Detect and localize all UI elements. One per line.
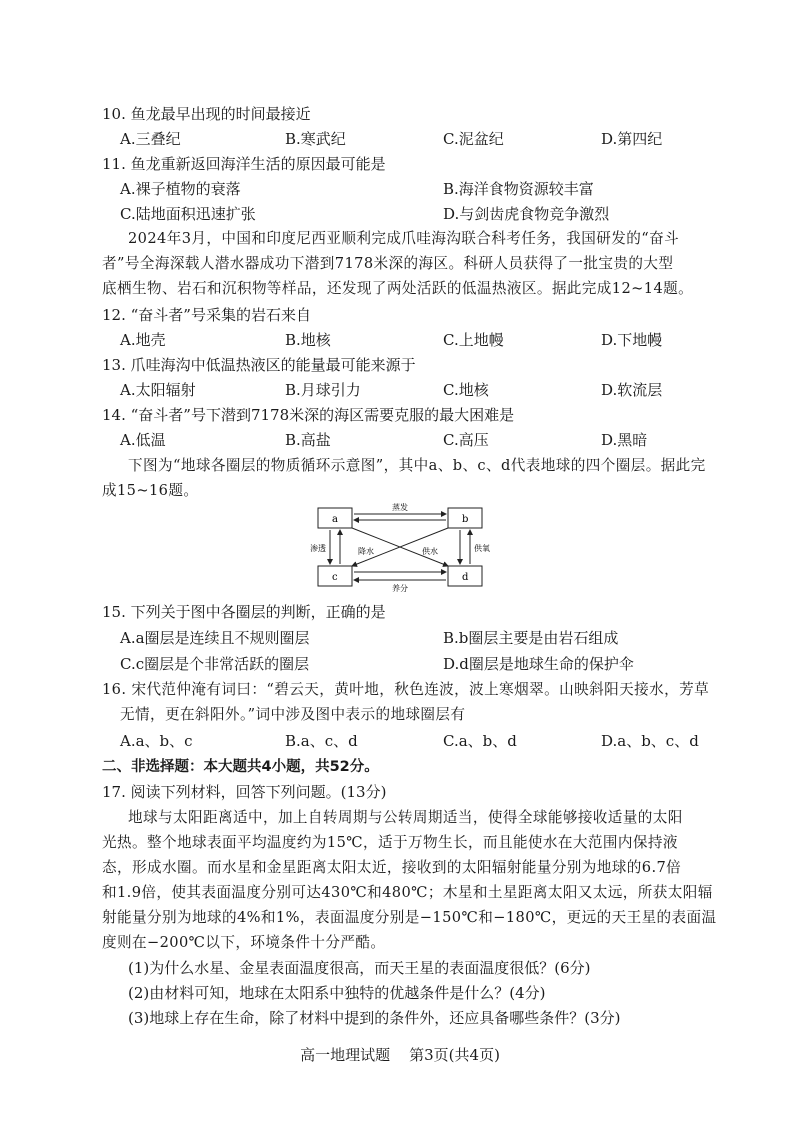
- q15-option-c: C.c圈层是个非常活跃的圈层: [120, 655, 310, 673]
- q14-option-b: B.高盐: [285, 431, 331, 449]
- q13-option-d: D.软流层: [601, 381, 663, 399]
- q15-option-d: D.d圈层是地球生命的保护伞: [443, 655, 634, 673]
- q12-option-a: A.地壳: [120, 331, 166, 349]
- label-top: 蒸发: [392, 503, 408, 512]
- passage1-line-1: 2024年3月，中国和印度尼西亚顺利完成爪哇海沟联合科考任务，我国研发的“奋斗: [128, 230, 680, 247]
- passage2-line-2: 成15~16题。: [102, 482, 199, 499]
- q17-material-line-1: 地球与太阳距离适中，加上自转周期与公转周期适当，使得全球能够接收适量的太阳: [128, 809, 683, 826]
- q12-stem: 12. “奋斗者”号采集的岩石来自: [102, 306, 311, 324]
- q17-material-line-6: 度则在−200℃以下，环境条件十分严酷。: [102, 934, 386, 951]
- q11-option-c: C.陆地面积迅速扩张: [120, 205, 256, 223]
- q17-material-line-3: 态，形成水圈。而水星和金星距离太阳太近，接收到的太阳辐射能量分别为地球的6.7倍: [102, 859, 682, 876]
- q10-option-c: C.泥盆纪: [443, 130, 504, 148]
- q14-stem: 14. “奋斗者”号下潜到7178米深的海区需要克服的最大困难是: [102, 406, 515, 424]
- q17-material-line-4: 和1.9倍，使其表面温度分别可达430℃和480℃；木星和土星距离太阳又太远，所获太阳辐: [102, 884, 713, 901]
- q13-option-c: C.地核: [443, 381, 489, 399]
- sphere-cycle-diagram: [312, 500, 492, 592]
- q13-option-a: A.太阳辐射: [120, 381, 196, 399]
- q12-option-b: B.地核: [285, 331, 331, 349]
- label-right: 供氧: [474, 544, 490, 553]
- node-c-label: c: [332, 572, 338, 583]
- q15-option-a: A.a圈层是连续且不规则圈层: [120, 629, 310, 647]
- node-d-label: d: [462, 572, 469, 583]
- q14-option-d: D.黑暗: [601, 431, 648, 449]
- q13-stem: 13. 爪哇海沟中低温热液区的能量最可能来源于: [102, 356, 416, 374]
- q14-option-a: A.低温: [120, 431, 166, 449]
- q11-option-d: D.与剑齿虎食物竞争激烈: [443, 205, 610, 223]
- q11-option-b: B.海洋食物资源较丰富: [443, 180, 594, 198]
- q16-option-d: D.a、b、c、d: [601, 732, 699, 750]
- q14-option-c: C.高压: [443, 431, 489, 449]
- q16-stem-line-1: 16. 宋代范仲淹有词曰：“碧云天，黄叶地，秋色连波，波上寒烟翠。山映斜阳天接水，芳草: [102, 681, 710, 698]
- q15-option-b: B.b圈层主要是由岩石组成: [443, 629, 619, 647]
- passage1-line-3: 底栖生物、岩石和沉积物等样品，还发现了两处活跃的低温热液区。据此完成12~14题。: [102, 280, 694, 297]
- q11-stem: 11. 鱼龙重新返回海洋生活的原因最可能是: [102, 155, 386, 173]
- q10-stem: 10. 鱼龙最早出现的时间最接近: [102, 105, 311, 123]
- q10-option-a: A.三叠纪: [120, 130, 181, 148]
- q17-sub-2: (2)由材料可知，地球在太阳系中独特的优越条件是什么？(4分): [128, 984, 546, 1002]
- q12-option-d: D.下地幔: [601, 331, 663, 349]
- label-cross-right: 供水: [422, 547, 438, 556]
- q17-material-line-2: 光热。整个地球表面平均温度约为15℃，适于万物生长，而且能使水在大范围内保持液: [102, 834, 678, 851]
- node-a-label: a: [332, 514, 338, 525]
- q13-option-b: B.月球引力: [285, 381, 361, 399]
- q17-material-line-5: 射能量分别为地球的4%和1%，表面温度分别是−150℃和−180℃，更远的天王星的表面温: [102, 909, 717, 926]
- q16-option-a: A.a、b、c: [120, 732, 193, 750]
- page-footer: 高一地理试题 第3页(共4页): [300, 1046, 500, 1064]
- label-left: 渗透: [310, 544, 326, 553]
- q11-option-a: A.裸子植物的衰落: [120, 180, 241, 198]
- q10-option-d: D.第四纪: [601, 130, 663, 148]
- q17-sub-1: (1)为什么水星、金星表面温度很高，而天王星的表面温度很低？(6分): [128, 959, 591, 977]
- passage1-line-2: 者”号全海深载人潜水器成功下潜到7178米深的海区。科研人员获得了一批宝贵的大型: [102, 255, 674, 272]
- q10-option-b: B.寒武纪: [285, 130, 346, 148]
- label-cross-left: 降水: [358, 547, 374, 556]
- q16-stem-line-2: 无情，更在斜阳外。”词中涉及图中表示的地球圈层有: [120, 706, 466, 723]
- q17-sub-3: (3)地球上存在生命，除了材料中提到的条件外，还应具备哪些条件？(3分): [128, 1009, 621, 1027]
- q17-stem: 17. 阅读下列材料，回答下列问题。(13分): [102, 783, 387, 801]
- q12-option-c: C.上地幔: [443, 331, 504, 349]
- node-b-label: b: [462, 514, 469, 525]
- q16-option-b: B.a、c、d: [285, 732, 358, 750]
- passage2-line-1: 下图为“地球各圈层的物质循环示意图”，其中a、b、c、d代表地球的四个圈层。据此完: [128, 457, 706, 474]
- q15-stem: 15. 下列关于图中各圈层的判断，正确的是: [102, 603, 386, 621]
- q16-option-c: C.a、b、d: [443, 732, 517, 750]
- label-bottom: 养分: [392, 584, 408, 593]
- section2-heading: 二、非选择题：本大题共4小题，共52分。: [102, 759, 379, 775]
